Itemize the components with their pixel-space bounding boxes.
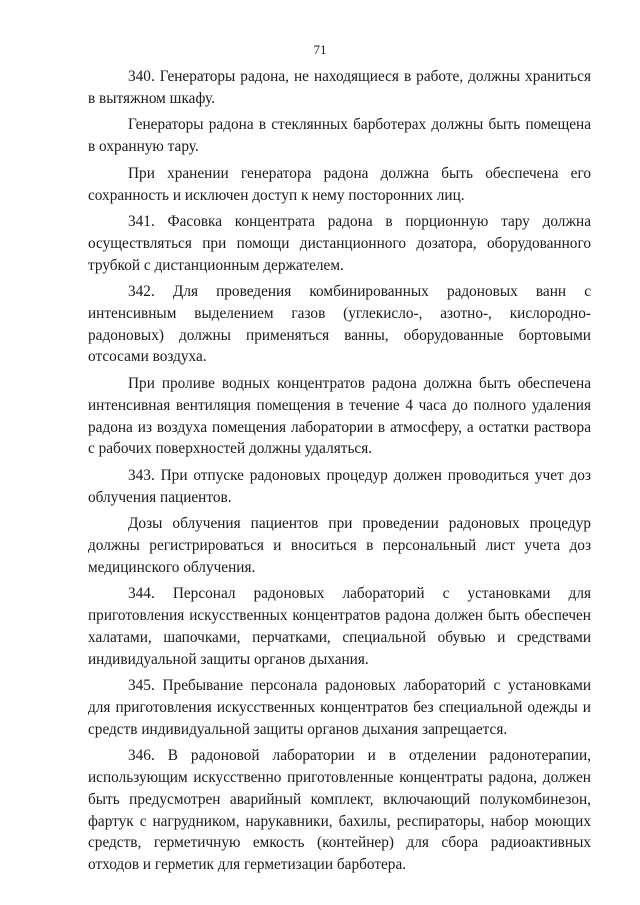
page-number: 71 [313, 42, 327, 57]
paragraph-343: 343. При отпуске радоновых процедур должен проводиться учет доз облучения пациентов. [88, 466, 591, 506]
paragraph-dose-registration: Дозы облучения пациентов при проведении радоновых процедур должны регистрироваться и вноситься в персональный лист учета доз медицинского облучения. [88, 515, 591, 576]
paragraph-340: 340. Генераторы радона, не находящиеся в работе, должны храниться в вытяжном шкафу. [88, 68, 591, 107]
paragraph-342: 342. Для проведения комбинированных радоновых ванн с интенсивным выделением газов (углекисло-, азотно-, кислородно-радоновых) должны применяться ванны, оборудованные бортовыми отсосами воздуха. [88, 283, 591, 366]
paragraph-generator-storage: При хранении генератора радона должна быть обеспечена его сохранность и исключен доступ к нему посторонних лиц. [88, 164, 591, 204]
paragraph-radon-generators-glass: Генераторы радона в стеклянных барботерах должны быть помещена в охранную тару. [88, 116, 591, 156]
document-body [88, 66, 591, 876]
paragraph-341: 341. Фасовка концентрата радона в порционную тару должна осуществляться при помощи дистанционного дозатора, оборудованного трубкой с дистанционным держателем. [88, 213, 591, 274]
paragraph-346: 346. В радоновой лаборатории и в отделении радонотерапии, использующим искусственно приготовленные концентраты радона, должен быть предусмотрен аварийный комплект, включающий полукомбинезон, фартук с нагрудником, нарукавники, бахилы, респираторы, набор моющих средств, герметичную емкость (контейнер) для сбора радиоактивных отходов и герметик для герметизации барботера. [88, 747, 591, 873]
paragraph-345: 345. Пребывание персонала радоновых лабораторий с установками для приготовления искусственных концентратов без специальной одежды и средств индивидуальной защиты органов дыхания запрещается. [88, 677, 591, 738]
paragraph-344: 344. Персонал радоновых лабораторий с установками для приготовления искусственных концентратов радона должен быть обеспечен халатами, шапочками, перчатками, специальной обувью и средствами индивидуальной защиты органов дыхания. [88, 585, 591, 668]
paragraph-spill-ventilation: При проливе водных концентратов радона должна быть обеспечена интенсивная вентиляция помещения в течение 4 часа до полного удаления радона из воздуха помещения лаборатории в атмосферу, а остатки раствора с рабочих поверхностей должны удаляться. [88, 375, 591, 458]
